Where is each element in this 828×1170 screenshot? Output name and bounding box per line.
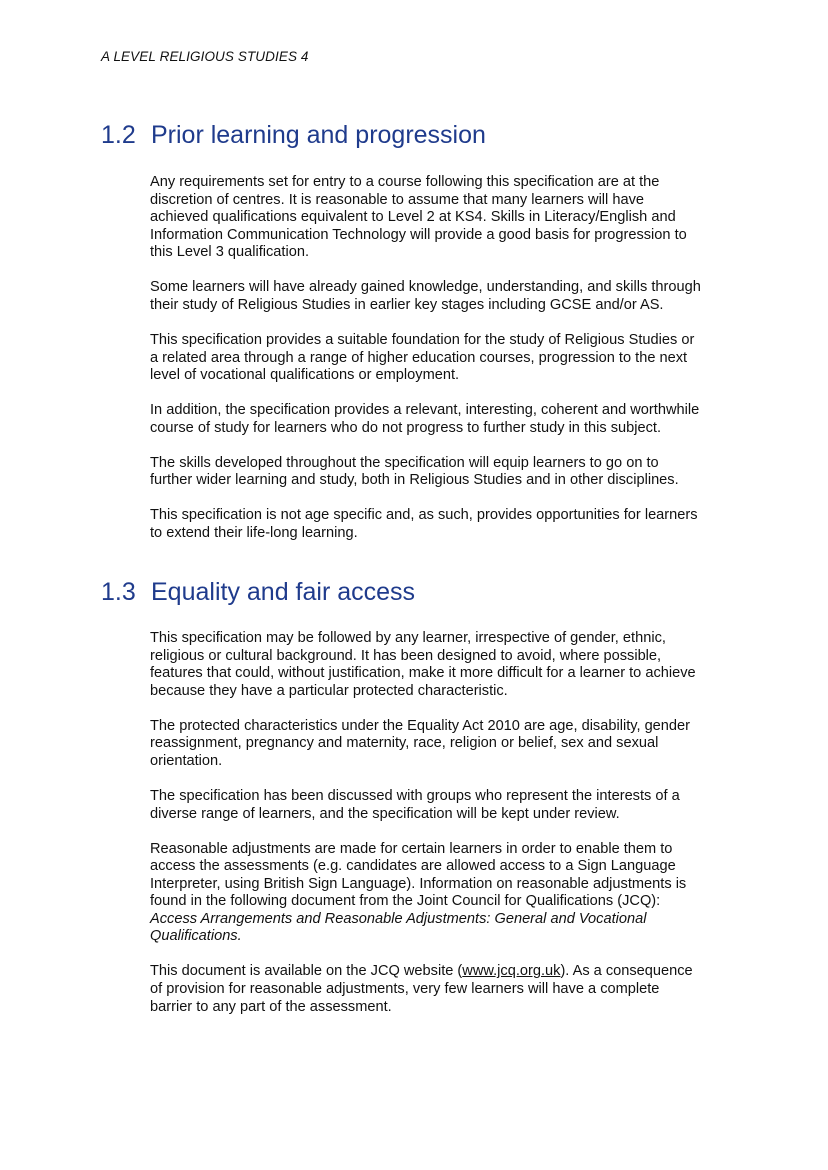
document-title-line: Qualifications.	[150, 928, 242, 945]
text-line: discretion of centres. It is reasonable to assume that many learners will have	[150, 191, 644, 208]
text-line: This specification may be followed by any learner, irrespective of gender, ethnic,	[150, 630, 666, 646]
text-line: to extend their life-long learning.	[150, 524, 358, 541]
text-line: this Level 3 qualification.	[150, 244, 310, 261]
running-header: A LEVEL RELIGIOUS STUDIES 4	[101, 49, 309, 64]
document-title-line: Access Arrangements and Reasonable Adjustments: General and Vocational	[150, 910, 647, 927]
text-line: Reasonable adjustments are made for certain learners in order to enable them to	[150, 840, 673, 857]
text-line: level of vocational qualifications or employment.	[150, 367, 460, 384]
paragraph	[150, 718, 750, 771]
text-line: orientation.	[150, 752, 223, 769]
paragraph	[150, 788, 750, 823]
text-line: of provision for reasonable adjustments, very few learners will have a complete	[150, 981, 660, 998]
text-line: reassignment, pregnancy and maternity, race, religion or belief, sex and sexual	[150, 735, 659, 752]
text-fragment: This document is available on the JCQ website (	[150, 963, 463, 980]
text-line: religious or cultural background. It has been designed to avoid, where possible,	[150, 647, 662, 664]
section-heading-1-2	[101, 121, 486, 150]
text-line: barrier to any part of the assessment.	[150, 998, 392, 1015]
text-line: found in the following document from the Joint Council for Qualifications (JCQ):	[150, 893, 661, 910]
section-1-3-body	[150, 630, 750, 1034]
section-1-2-body	[150, 174, 750, 560]
section-number: 1.2	[101, 121, 136, 149]
section-number: 1.3	[101, 578, 136, 606]
text-line: This specification is not age specific and, as such, provides opportunities for learners	[150, 507, 698, 524]
paragraph	[150, 402, 750, 437]
paragraph	[150, 507, 750, 542]
text-line: Information Communication Technology will provide a good basis for progression to	[150, 226, 687, 243]
text-line: achieved qualifications equivalent to Level 2 at KS4. Skills in Literacy/English and	[150, 209, 676, 226]
text-line: a related area through a range of higher education courses, progression to the next	[150, 349, 688, 366]
text-line: because they have a particular protected characteristic.	[150, 682, 508, 699]
section-heading-1-3	[101, 578, 415, 607]
text-line: The skills developed throughout the specification will equip learners to go on to	[150, 454, 659, 471]
paragraph	[150, 963, 750, 1016]
text-line: This specification provides a suitable foundation for the study of Religious Studies or	[150, 331, 695, 348]
section-title: Equality and fair access	[151, 578, 416, 606]
jcq-website-link[interactable]: www.jcq.org.uk	[462, 963, 561, 980]
text-fragment: ). As a consequence	[560, 963, 693, 980]
paragraph	[150, 174, 750, 262]
text-line: The specification has been discussed with groups who represent the interests of a	[150, 787, 680, 804]
paragraph	[150, 332, 750, 385]
text-line: Interpreter, using British Sign Language). Information on reasonable adjustments is	[150, 875, 687, 892]
text-line: their study of Religious Studies in earlier key stages including GCSE and/or AS.	[150, 296, 664, 313]
text-line: access the assessments (e.g. candidates are allowed access to a Sign Language	[150, 858, 676, 875]
text-line: further wider learning and study, both in Religious Studies and in other disciplines.	[150, 472, 679, 489]
paragraph	[150, 841, 750, 947]
paragraph	[150, 455, 750, 490]
text-line	[150, 963, 750, 981]
text-line: course of study for learners who do not progress to further study in this subject.	[150, 419, 662, 436]
paragraph	[150, 630, 750, 700]
text-line: features that could, without justification, make it more difficult for a learner to achieve	[150, 665, 696, 682]
section-title: Prior learning and progression	[151, 121, 486, 149]
text-line: Any requirements set for entry to a course following this specification are at the	[150, 174, 660, 190]
paragraph	[150, 279, 750, 314]
text-line: In addition, the specification provides a relevant, interesting, coherent and worthwhile	[150, 402, 700, 419]
text-line: diverse range of learners, and the specification will be kept under review.	[150, 805, 620, 822]
text-line: The protected characteristics under the Equality Act 2010 are age, disability, gender	[150, 717, 691, 734]
text-line: Some learners will have already gained knowledge, understanding, and skills through	[150, 279, 701, 296]
